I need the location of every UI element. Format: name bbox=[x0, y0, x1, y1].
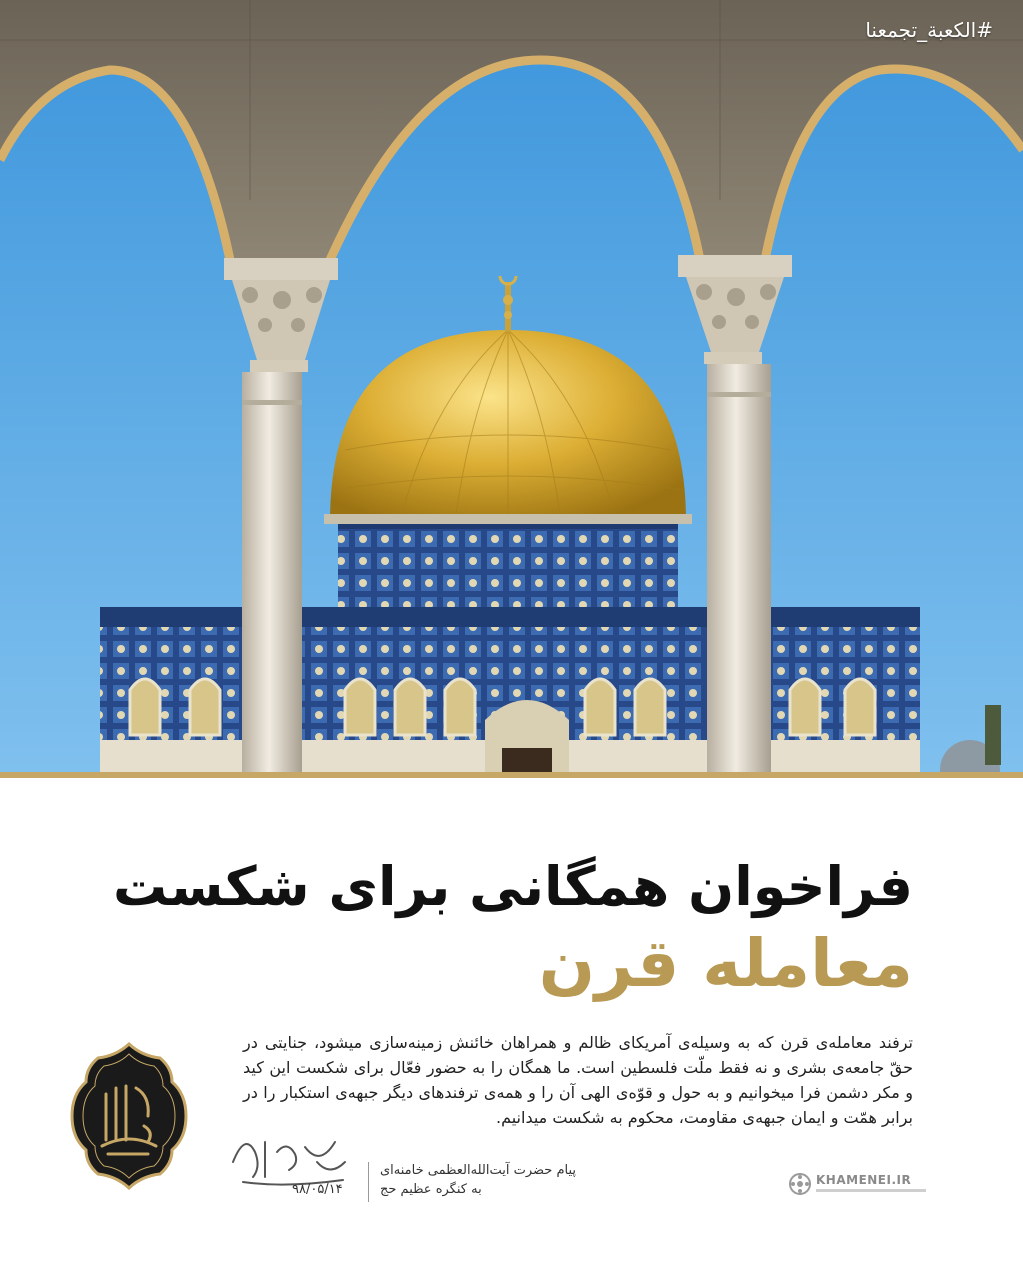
caption-line-1: پیام حضرت آیت‌الله‌العظمی خامنه‌ای bbox=[380, 1163, 577, 1178]
headline-line-2: معامله قرن bbox=[538, 925, 913, 1002]
gold-divider bbox=[0, 772, 1023, 778]
site-logo bbox=[788, 1170, 928, 1200]
caption-line-2: به کنگره عظیم حج bbox=[380, 1182, 482, 1197]
site-name: KHAMENEI.IR bbox=[816, 1173, 912, 1187]
site-subtitle-bar bbox=[816, 1189, 926, 1192]
emblem-shape bbox=[68, 1042, 190, 1190]
message-body: ترفند معامله‌ی قرن که به وسیله‌ی آمریکای ظالم و همراهان خائنش زمینه‌سازی میشود، جنایتی در حقّ جامعه‌ی بشری و نه فقط ملّت فلسطین است. ما همگان را به حضور فعّال برای شکست این کید و مکر دشمن فرا میخوانیم و به حول و قوّه‌ی الهی آن را و همه‌ی ترفندهای دیگر جبهه‌ی استکبار را در برابر همّت و ایمان جبهه‌ی مقاومت، محکوم به شکست میدانیم. bbox=[243, 1033, 913, 1127]
message-date: ۹۸/۰۵/۱۴ bbox=[292, 1182, 343, 1197]
allahu-akbar-emblem-icon bbox=[68, 1042, 190, 1190]
headline-line-1: فراخوان همگانی برای شکست bbox=[113, 855, 913, 918]
khamenei-ir-logo-icon bbox=[788, 1172, 812, 1196]
caption-separator bbox=[368, 1162, 369, 1202]
hashtag: #الکعبة_تجمعنا bbox=[865, 18, 993, 42]
